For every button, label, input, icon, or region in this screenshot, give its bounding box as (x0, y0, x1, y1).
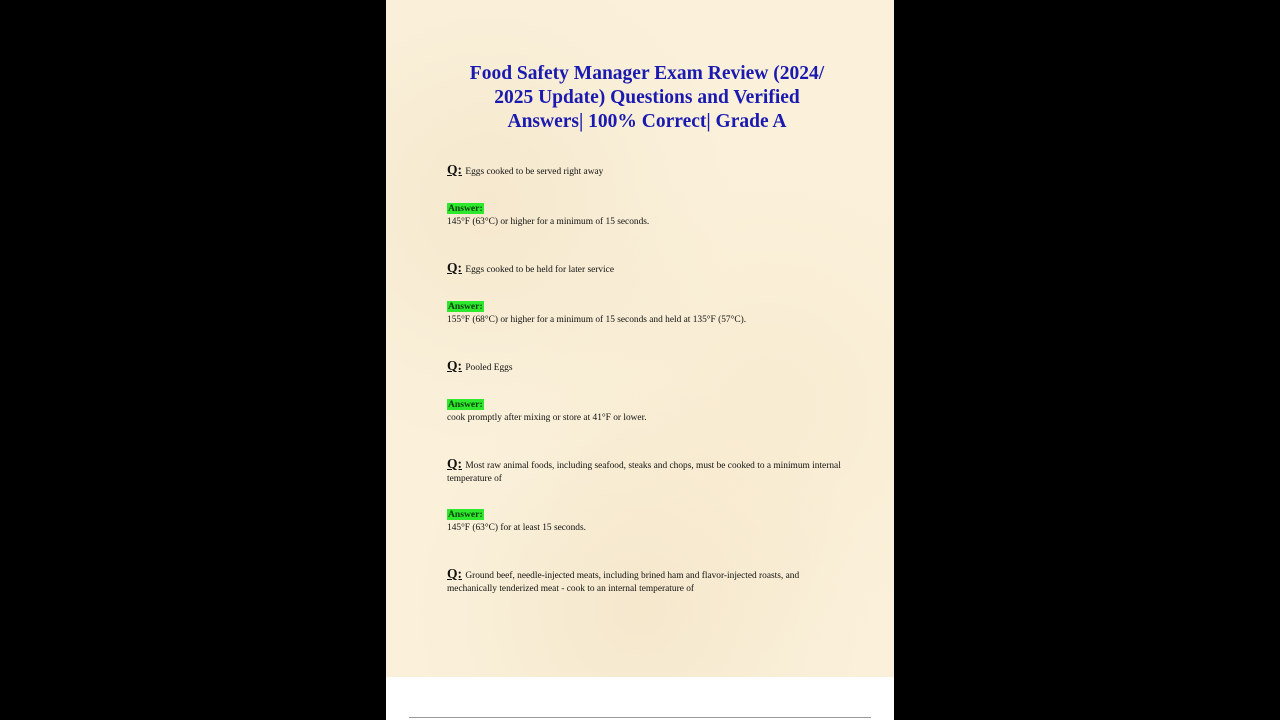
question-label: Q: (447, 358, 462, 373)
parchment-background (386, 0, 894, 677)
title-line-2: 2025 Update) Questions and Verified (494, 87, 800, 108)
question-text: Ground beef, needle-injected meats, including brined ham and flavor-injected roasts, and mechanically tenderized meat - cook to an internal temperature of (447, 571, 800, 594)
answer-block (447, 301, 847, 326)
page-divider (409, 717, 871, 718)
document-title (426, 62, 868, 134)
question-label: Q: (447, 260, 462, 275)
question-block (447, 458, 847, 485)
question-label: Q: (447, 162, 462, 177)
answer-text: 145°F (63°C) or higher for a minimum of 15 seconds. (447, 216, 650, 227)
answer-label: Answer: (448, 399, 483, 410)
question-block (447, 568, 847, 595)
document-page (386, 0, 894, 720)
answer-label: Answer: (448, 203, 483, 214)
question-block (447, 360, 847, 375)
answer-text: cook promptly after mixing or store at 41°F or lower. (447, 412, 647, 423)
answer-block (447, 509, 847, 534)
answer-block (447, 203, 847, 228)
question-label: Q: (447, 456, 462, 471)
title-line-1: Food Safety Manager Exam Review (2024/ (469, 63, 825, 84)
question-block (447, 262, 847, 277)
answer-text: 145°F (63°C) for at least 15 seconds. (447, 522, 586, 533)
question-label: Q: (447, 566, 462, 581)
answer-text: 155°F (68°C) or higher for a minimum of 15 seconds and held at 135°F (57°C). (447, 314, 747, 325)
answer-label: Answer: (448, 509, 483, 520)
question-text: Eggs cooked to be served right away (465, 167, 604, 177)
question-text: Most raw animal foods, including seafood, steaks and chops, must be cooked to a minimum internal temperature of (447, 461, 841, 484)
question-text: Eggs cooked to be held for later service (465, 265, 614, 275)
title-line-3: Answers| 100% Correct| Grade A (507, 111, 787, 132)
answer-block (447, 399, 847, 424)
question-text: Pooled Eggs (465, 363, 513, 373)
question-block (447, 164, 847, 179)
answer-label: Answer: (448, 301, 483, 312)
